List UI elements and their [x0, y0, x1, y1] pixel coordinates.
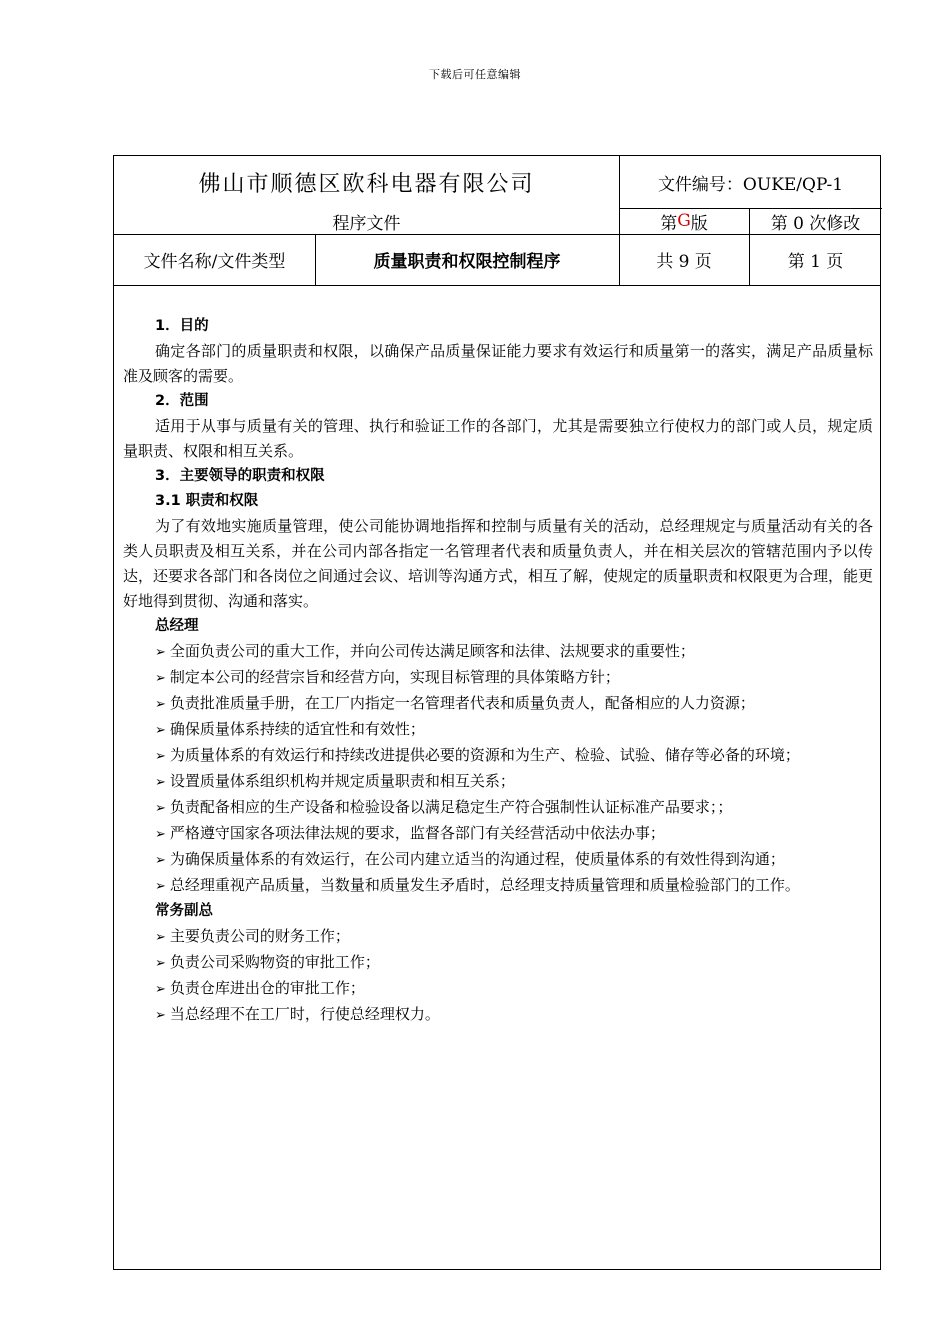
- list-item-text: 当总经理不在工厂时，行使总经理权力。: [169, 1005, 440, 1023]
- table-divider: [749, 208, 750, 285]
- table-divider: [315, 234, 316, 285]
- list-item: [123, 950, 873, 976]
- list-item-text: 全面负责公司的重大工作，并向公司传达满足顾客和法律、法规要求的重要性；: [169, 642, 695, 660]
- header-note: 下载后可任意编辑: [429, 68, 521, 81]
- table-divider: [114, 234, 880, 235]
- role-heading: 常务副总: [155, 903, 213, 919]
- vp-duties-list: [123, 924, 873, 1028]
- list-item: [123, 873, 873, 899]
- total-pages: 共 9 页: [656, 252, 712, 272]
- version-letter: G: [677, 211, 691, 231]
- document-type: 程序文件: [332, 213, 401, 234]
- list-item-text: 制定本公司的经营宗旨和经营方向，实现目标管理的具体策略方针；: [169, 668, 620, 686]
- bullet-arrow-icon: ➢: [155, 645, 166, 660]
- page-number: 第 1 页: [787, 252, 844, 272]
- list-item-text: 为质量体系的有效运行和持续改进提供必要的资源和为生产、检验、试验、储存等必备的环境；: [169, 746, 800, 764]
- document-name: 质量职责和权限控制程序: [373, 252, 561, 272]
- list-item: [123, 769, 873, 795]
- list-item: [123, 795, 873, 821]
- bullet-arrow-icon: ➢: [155, 801, 166, 816]
- list-item: [123, 821, 873, 847]
- list-item: [123, 691, 873, 717]
- list-item: [123, 847, 873, 873]
- list-item: [123, 1002, 873, 1028]
- table-divider: [619, 156, 620, 285]
- bullet-arrow-icon: ➢: [155, 930, 166, 945]
- list-item: [123, 743, 873, 769]
- list-item-text: 负责配备相应的生产设备和检验设备以满足稳定生产符合强制性认证标准产品要求；；: [169, 798, 733, 816]
- list-item-text: 主要负责公司的财务工作；: [169, 927, 350, 945]
- table-divider: [114, 285, 880, 286]
- list-item-text: 负责仓库进出仓的审批工作；: [169, 979, 365, 997]
- bullet-arrow-icon: ➢: [155, 956, 166, 971]
- bullet-arrow-icon: ➢: [155, 749, 166, 764]
- list-item-text: 确保质量体系持续的适宜性和有效性；: [169, 720, 425, 738]
- version-suffix: 版: [690, 213, 708, 234]
- document-body: [123, 314, 873, 1028]
- list-item-text: 总经理重视产品质量，当数量和质量发生矛盾时，总经理支持质量管理和质量检验部门的工作。: [169, 876, 800, 894]
- paragraph: 适用于从事与质量有关的管理、执行和验证工作的各部门，尤其是需要独立行使权力的部门或人员，规定质量职责、权限和相互关系。: [123, 417, 873, 460]
- list-item: [123, 924, 873, 950]
- list-item: [123, 639, 873, 665]
- list-item-text: 设置质量体系组织机构并规定质量职责和相互关系；: [169, 772, 515, 790]
- bullet-arrow-icon: ➢: [155, 671, 166, 686]
- bullet-arrow-icon: ➢: [155, 853, 166, 868]
- list-item: [123, 665, 873, 691]
- revision-number: 第 0 次修改: [770, 213, 861, 234]
- paragraph: 为了有效地实施质量管理，使公司能协调地指挥和控制与质量有关的活动，总经理规定与质量活动有关的各类人员职责及相互关系，并在公司内部各指定一名管理者代表和质量负责人，并在相关层次的管辖范围内予以传达，还要求各部门和各岗位之间通过会议、培训等沟通方式，相互了解，使规定的质量职责和权限更为合理，能更好地得到贯彻、沟通和落实。: [123, 517, 874, 610]
- bullet-arrow-icon: ➢: [155, 723, 166, 738]
- list-item-text: 负责公司采购物资的审批工作；: [169, 953, 380, 971]
- gm-duties-list: [123, 639, 873, 899]
- table-divider: [619, 208, 882, 209]
- subsection-heading: 3.1 职责和权限: [155, 493, 259, 509]
- bullet-arrow-icon: ➢: [155, 827, 166, 842]
- list-item: [123, 717, 873, 743]
- list-item-text: 为确保质量体系的有效运行，在公司内建立适当的沟通过程，使质量体系的有效性得到沟通；: [169, 850, 785, 868]
- list-item-text: 负责批准质量手册，在工厂内指定一名管理者代表和质量负责人，配备相应的人力资源；: [169, 694, 755, 712]
- bullet-arrow-icon: ➢: [155, 775, 166, 790]
- list-item: [123, 976, 873, 1002]
- role-heading: 总经理: [155, 618, 199, 634]
- paragraph: 确定各部门的质量职责和权限，以确保产品质量保证能力要求有效运行和质量第一的落实，满足产品质量标准及顾客的需要。: [123, 342, 873, 385]
- company-name: 佛山市顺德区欧科电器有限公司: [198, 171, 535, 197]
- bullet-arrow-icon: ➢: [155, 1008, 166, 1023]
- section-heading: 2．范围: [155, 393, 209, 409]
- bullet-arrow-icon: ➢: [155, 982, 166, 997]
- version-cell: [619, 208, 749, 234]
- document-number: 文件编号：OUKE/QP-1: [657, 174, 844, 195]
- bullet-arrow-icon: ➢: [155, 879, 166, 894]
- document-name-label: 文件名称/文件类型: [143, 252, 286, 272]
- version-prefix: 第: [660, 213, 678, 234]
- bullet-arrow-icon: ➢: [155, 697, 166, 712]
- list-item-text: 严格遵守国家各项法律法规的要求，监督各部门有关经营活动中依法办事；: [169, 824, 665, 842]
- section-heading: 3．主要领导的职责和权限: [155, 468, 325, 484]
- section-heading: 1．目的: [155, 318, 209, 334]
